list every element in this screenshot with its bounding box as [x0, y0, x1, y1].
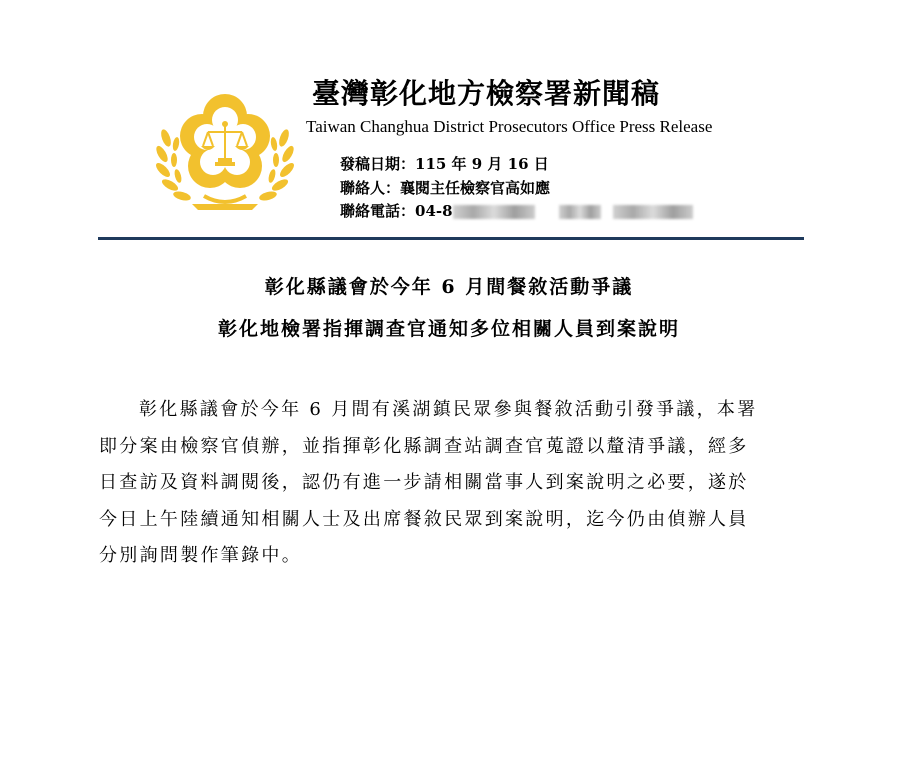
body-paragraph-line: 今日上午陸續通知相關人士及出席餐敘民眾到案說明，迄今仍由偵辦人員	[99, 508, 749, 530]
redacted-phone-segment	[453, 205, 535, 219]
prosecutors-office-emblem-icon	[152, 88, 298, 216]
press-release-body	[99, 392, 789, 575]
headline-line-1: 彰化縣議會於今年 6 月間餐敘活動爭議	[264, 276, 634, 298]
body-paragraph-line: 分別詢問製作筆錄中。	[99, 545, 302, 566]
headline-line-2: 彰化地檢署指揮調查官通知多位相關人員到案說明	[217, 318, 680, 340]
release-date: 發稿日期：115 年 9 月 16 日	[340, 155, 549, 173]
header-divider	[98, 237, 804, 240]
contact-phone-label: 聯絡電話：04-8	[340, 202, 453, 220]
body-paragraph-line: 日查訪及資料調閱後，認仍有進一步請相關當事人到案說明之必要，遂於	[99, 472, 749, 493]
press-release-title-chinese: 臺灣彰化地方檢察署新聞稿	[312, 77, 661, 110]
contact-person: 聯絡人：襄閱主任檢察官高如應	[340, 179, 551, 197]
redacted-phone-segment	[559, 205, 601, 219]
body-paragraph-line: 即分案由檢察官偵辦，並指揮彰化縣調查站調查官蒐證以釐清爭議，經多	[99, 435, 749, 457]
redacted-phone-segment	[613, 205, 693, 219]
contact-phone	[340, 201, 693, 221]
press-release-title-english: Taiwan Changhua District Prosecutors Office Press Release	[306, 117, 713, 136]
body-paragraph-line: 彰化縣議會於今年 6 月間有溪湖鎮民眾參與餐敘活動引發爭議，本署	[139, 399, 758, 420]
